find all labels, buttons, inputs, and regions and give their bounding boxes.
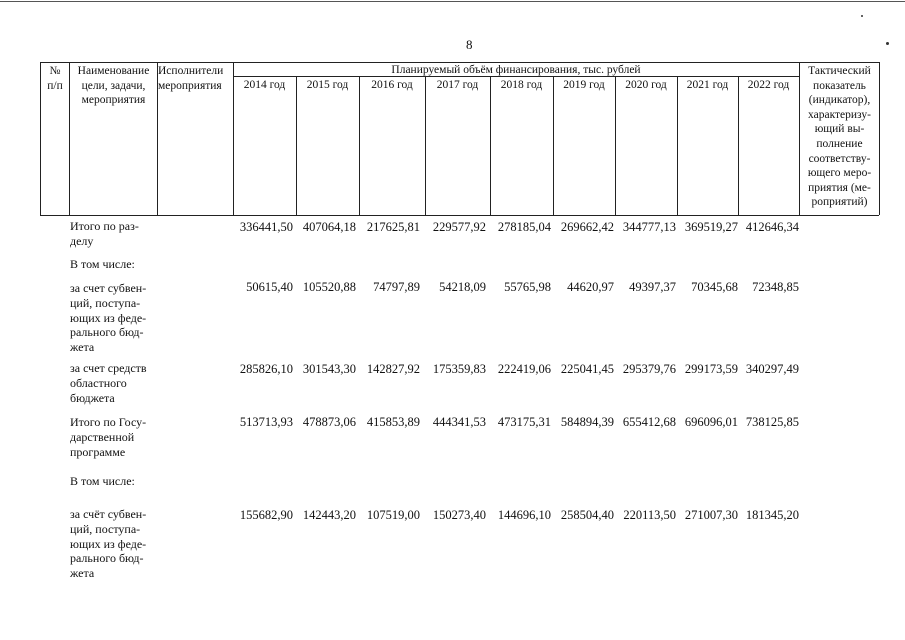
value-cell: 142443,20 [302,508,356,522]
year-2021: 2021 год [686,79,729,91]
value-cell: 344777,13 [622,220,676,234]
header-name-col: Наименование цели, задачи, мероприятия [77,65,150,106]
value-cell: 258504,40 [560,508,614,522]
value-cell: 222419,06 [497,362,551,376]
value-cell: 407064,18 [302,220,356,234]
row-label-program-total: Итого по Госу- дарственной программе [70,415,147,459]
row-label-regional-budget: за счет средств областного бюджета [70,361,147,405]
scan-speck [886,42,889,45]
value-cell: 55765,98 [504,280,551,294]
value-cell: 72348,85 [752,280,799,294]
scan-speck [861,15,863,17]
value-cell: 217625,81 [366,220,420,234]
row-label-including: В том числе: [70,474,135,488]
page-number: 8 [466,37,473,52]
value-cell: 105520,88 [302,280,356,294]
value-cell: 278185,04 [497,220,551,234]
value-cell: 738125,85 [745,415,799,429]
row-label-section-total: Итого по раз- делу [70,219,139,248]
value-cell: 155682,90 [239,508,293,522]
value-cell: 54218,09 [439,280,486,294]
value-cell: 220113,50 [623,508,676,522]
row-label-federal-subsidies: за счёт субвен- ций, поступа- ющих из феде- рального бюд- жета [70,507,147,581]
year-2019: 2019 год [563,79,605,91]
year-2016: 2016 год [371,79,413,91]
value-cell: 50615,40 [246,280,293,294]
row-label-federal-subsidies: за счет субвен- ций, поступа- ющих из феде- рального бюд- жета [70,281,147,355]
year-2014: 2014 год [243,79,286,91]
header-funding-title: Планируемый объём финансирования, тыс. рублей [391,64,641,76]
year-2022: 2022 год [747,79,790,91]
year-2018: 2018 год [500,79,543,91]
value-cell: 584894,39 [560,415,614,429]
value-cell: 301543,30 [302,362,356,376]
value-cell: 696096,01 [684,415,738,429]
value-cell: 412646,34 [745,220,799,234]
value-cell: 340297,49 [745,362,799,376]
value-cell: 285826,10 [239,362,293,376]
value-cell: 336441,50 [239,220,293,234]
value-cell: 655412,68 [622,415,676,429]
value-cell: 415853,89 [366,415,420,429]
value-cell: 107519,00 [366,508,420,522]
value-cell: 444341,53 [432,415,486,429]
value-cell: 299173,59 [684,362,738,376]
header-executors-col: Исполнители мероприятия [158,65,224,92]
year-2020: 2020 год [625,79,667,91]
value-cell: 369519,27 [684,220,738,234]
value-cell: 478873,06 [302,415,356,429]
year-2017: 2017 год [436,79,479,91]
header-number-col: № п/п [47,65,63,92]
value-cell: 513713,93 [239,415,293,429]
value-cell: 74797,89 [373,280,420,294]
value-cell: 49397,37 [629,280,676,294]
value-cell: 271007,30 [684,508,738,522]
value-cell: 473175,31 [497,415,551,429]
value-cell: 295379,76 [622,362,676,376]
value-cell: 229577,92 [432,220,486,234]
scan-top-edge [0,1,905,2]
year-2015: 2015 год [306,79,349,91]
value-cell: 181345,20 [745,508,799,522]
value-cell: 144696,10 [497,508,551,522]
value-cell: 225041,45 [560,362,614,376]
row-label-including: В том числе: [70,257,135,271]
value-cell: 44620,97 [567,280,614,294]
value-cell: 269662,42 [560,220,614,234]
value-cell: 150273,40 [432,508,486,522]
value-cell: 142827,92 [366,362,420,376]
header-indicator-col: Тактический показатель (индикатор), характеризу- ющий вы- полнение соответству- ющего меро- приятия (ме- роприятий) [807,65,872,209]
value-cell: 175359,83 [432,362,486,376]
value-cell: 70345,68 [691,280,738,294]
